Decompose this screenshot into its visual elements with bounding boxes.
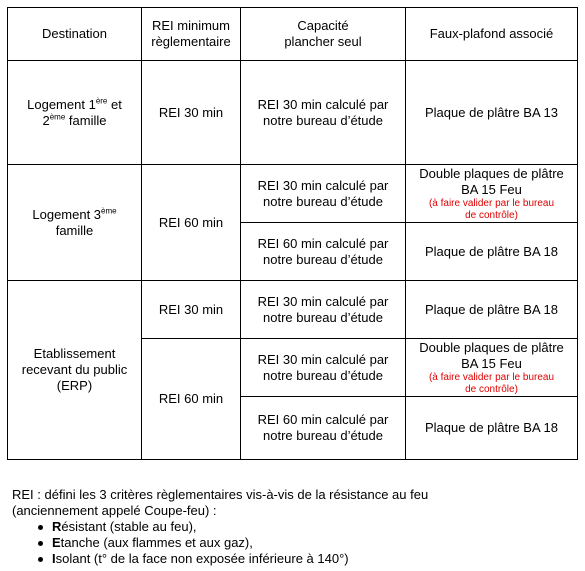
criterion-initial: R — [52, 519, 62, 534]
header-capacite-line1: Capacité — [297, 18, 349, 33]
cell-destination-erp — [8, 281, 142, 460]
header-rei-minimum — [142, 8, 241, 61]
text: REI 60 min calculé par — [257, 412, 389, 427]
text: notre bureau d’étude — [263, 251, 383, 267]
list-item — [52, 551, 572, 567]
text: notre bureau d’étude — [263, 193, 383, 209]
text: (ERP) — [56, 378, 93, 393]
header-rei-minimum-line2: règlementaire — [151, 34, 231, 49]
cell-faux-plafond: Plaque de plâtre BA 18 — [406, 223, 578, 281]
cell-faux-plafond: Plaque de plâtre BA 13 — [406, 61, 578, 165]
text: Double plaques de plâtre — [419, 165, 564, 181]
header-rei-minimum-line1: REI minimum — [151, 18, 230, 33]
cell-rei-minimum: REI 30 min — [142, 61, 241, 165]
cell-faux-plafond — [406, 165, 578, 223]
list-item — [52, 519, 572, 535]
text: Etablissement — [33, 346, 116, 361]
header-capacite-line2: plancher seul — [284, 34, 362, 49]
text: notre bureau d’étude — [263, 428, 383, 443]
superscript: ème — [101, 206, 117, 216]
cell-capacite — [241, 281, 406, 339]
cell-capacite — [241, 165, 406, 223]
cell-capacite — [241, 223, 406, 281]
cell-faux-plafond: Plaque de plâtre BA 18 — [406, 281, 578, 339]
text: notre bureau d’étude — [263, 367, 383, 383]
text: famille — [55, 222, 94, 238]
table-row — [8, 61, 578, 165]
text: REI 30 min calculé par — [257, 177, 389, 193]
cell-faux-plafond — [406, 339, 578, 397]
text: REI 30 min calculé par — [257, 96, 389, 112]
criteria-list — [12, 519, 572, 567]
text: Logement 1 — [27, 96, 96, 112]
cell-capacite — [241, 339, 406, 397]
header-faux-plafond: Faux-plafond associé — [406, 8, 578, 61]
validation-note — [410, 198, 573, 222]
criterion-text: tanche (aux flammes et aux gaz), — [60, 535, 253, 550]
text: famille — [65, 112, 107, 128]
table-header-row — [8, 8, 578, 61]
cell-rei-minimum: REI 60 min — [142, 165, 241, 281]
text: REI 30 min calculé par — [257, 293, 389, 309]
text: et — [107, 96, 122, 112]
superscript: ème — [49, 112, 66, 122]
text: recevant du public — [21, 362, 128, 377]
note-line: (à faire valider par le bureau — [428, 371, 555, 383]
header-destination: Destination — [8, 8, 142, 61]
table-row — [8, 165, 578, 223]
list-item — [52, 535, 572, 551]
text: notre bureau d’étude — [263, 112, 383, 128]
legend-intro-line2: (anciennement appelé Coupe-feu) : — [12, 503, 217, 518]
criterion-text: ésistant (stable au feu), — [61, 519, 197, 534]
legend-intro — [12, 487, 572, 519]
criterion-initial: E — [52, 535, 61, 550]
criterion-initial: I — [52, 551, 56, 566]
cell-destination-logement-3 — [8, 165, 142, 281]
header-capacite — [241, 8, 406, 61]
text: Double plaques de plâtre — [419, 339, 564, 355]
cell-faux-plafond: Plaque de plâtre BA 18 — [406, 397, 578, 460]
note-line: de contrôle) — [465, 209, 518, 221]
text: 2 — [42, 112, 50, 128]
cell-capacite — [241, 61, 406, 165]
cell-destination-logement-1-2 — [8, 61, 142, 165]
note-line: de contrôle) — [465, 383, 518, 395]
text: notre bureau d’étude — [263, 309, 383, 325]
validation-note — [410, 372, 573, 396]
table-row — [8, 281, 578, 339]
text: REI 30 min calculé par — [257, 351, 389, 367]
rei-legend — [12, 487, 572, 567]
cell-rei-minimum: REI 30 min — [142, 281, 241, 339]
text: Logement 3 — [32, 206, 102, 222]
text: BA 15 Feu — [461, 181, 522, 197]
criterion-text: solant (t° de la face non exposée inférieure à 140°) — [55, 551, 349, 566]
text: BA 15 Feu — [461, 355, 522, 371]
rei-table — [7, 7, 578, 460]
note-line: (à faire valider par le bureau — [428, 197, 555, 209]
superscript: ère — [95, 96, 108, 106]
cell-rei-minimum: REI 60 min — [142, 339, 241, 460]
legend-intro-line1: REI : défini les 3 critères règlementaires vis-à-vis de la résistance au feu — [12, 487, 429, 502]
cell-capacite — [241, 397, 406, 460]
text: REI 60 min calculé par — [257, 235, 389, 251]
